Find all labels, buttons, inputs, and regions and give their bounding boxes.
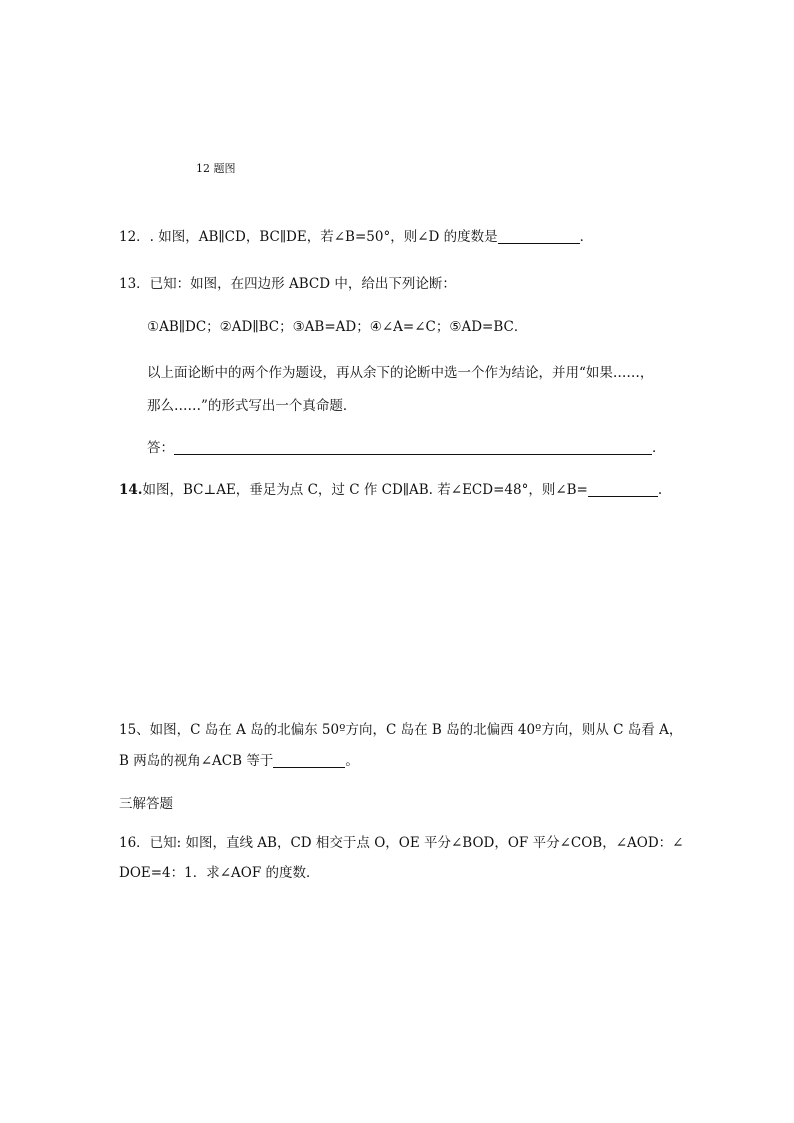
answer-label: 答： <box>147 440 174 456</box>
question-15-text: B 两岛的视角∠ACB 等于 <box>119 753 274 769</box>
question-15-end: 。 <box>345 753 359 769</box>
answer-blank-15[interactable] <box>273 753 345 768</box>
question-13-instruction-2: 那么……”的形式写出一个真命题． <box>147 398 357 414</box>
section-title: 三解答题 <box>119 796 173 812</box>
answer-blank-13[interactable] <box>174 440 652 455</box>
question-16-line-2: DOE=4：1．求∠AOF 的度数． <box>119 865 320 881</box>
question-12-end: ． <box>579 229 594 245</box>
question-13-answer <box>147 439 666 457</box>
answer-blank-12[interactable] <box>498 229 580 244</box>
question-14-number: 14. <box>119 482 143 498</box>
question-15-line-2 <box>119 752 359 770</box>
answer-end: ． <box>652 440 666 456</box>
question-13-statements: ①AB∥DC；②AD∥BC；③AB=AD；④∠A=∠C；⑤AD=BC． <box>147 319 528 335</box>
answer-blank-14[interactable] <box>588 482 658 497</box>
question-16-line-1: 16．已知: 如图，直线 AB，CD 相交于点 O，OE 平分∠BOD，OF 平分∠COB，∠AOD：∠ <box>119 835 684 851</box>
question-13-instruction-1: 以上面论断中的两个作为题设，再从余下的论断中选一个作为结论，并用“如果……， <box>147 365 654 381</box>
question-14 <box>119 481 662 499</box>
question-13-intro: 13．已知：如图，在四边形 ABCD 中，给出下列论断： <box>119 276 456 292</box>
question-15-line-1: 15、如图，C 岛在 A 岛的北偏东 50º方向，C 岛在 B 岛的北偏西 40º方向，则从 C 岛看 A， <box>119 722 683 738</box>
question-12-text: 12．. 如图，AB∥CD，BC∥DE，若∠B=50°，则∠D 的度数是 <box>119 229 498 245</box>
question-14-end: . <box>657 482 663 498</box>
figure-caption: 12 题图 <box>196 162 236 175</box>
question-12 <box>119 228 593 246</box>
question-14-text: 如图，BC⊥AE，垂足为点 C，过 C 作 CD∥AB. 若∠ECD=48°，则∠B= <box>142 482 588 498</box>
